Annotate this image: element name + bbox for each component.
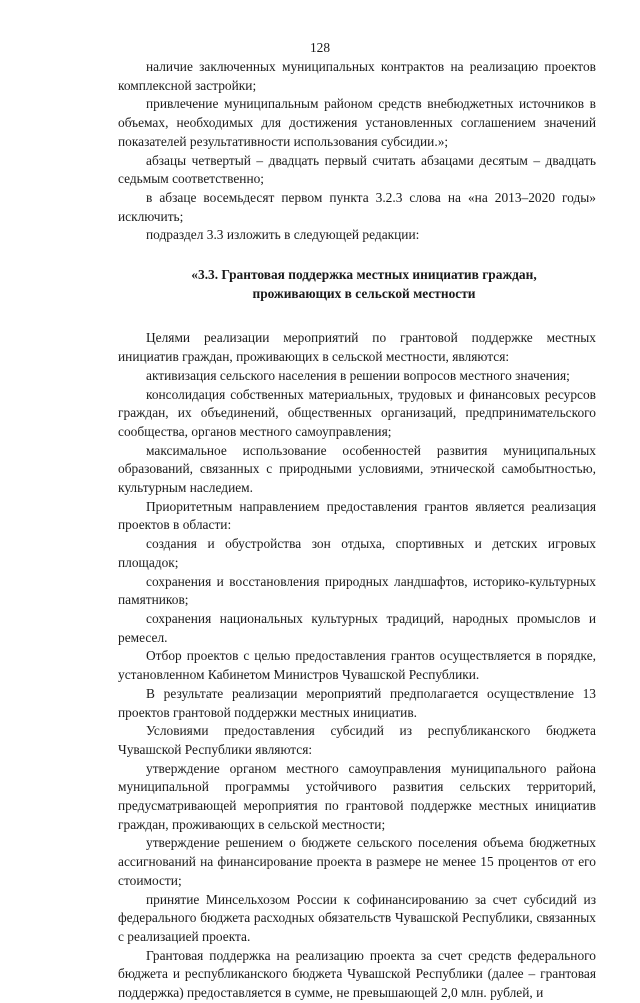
paragraph: принятие Минсельхозом России к софинансированию за счет субсидий из федерального бюджета расходных обязательств Чувашской Республики, связанных с реализацией проекта. <box>118 891 596 944</box>
paragraph: создания и обустройства зон отдыха, спортивных и детских игровых площадок; <box>118 536 596 570</box>
document-body <box>118 58 596 1003</box>
paragraph: подраздел 3.3 изложить в следующей редакции: <box>146 227 420 243</box>
paragraph: Целями реализации мероприятий по грантовой поддержке местных инициатив граждан, проживающих в сельской местности, являются: <box>118 330 596 365</box>
paragraph: сохранения национальных культурных традиций, народных промыслов и ремесел. <box>118 610 596 645</box>
heading-line-2: проживающих в сельской местности <box>252 285 476 301</box>
paragraph: абзацы четвертый – двадцать первый считать абзацами десятым – двадцать седьмым соответственно; <box>118 152 596 187</box>
page-number: 128 <box>309 40 331 55</box>
paragraph: Отбор проектов с целью предоставления грантов осуществляется в порядке, установленном Кабинетом Министров Чувашской Республики. <box>118 648 596 683</box>
paragraph: утверждение органом местного самоуправления муниципального района муниципальной программы устойчивого развития сельских территорий, предусматривающей мероприятия по грантовой поддержке местных инициатив граждан, проживающих в сельской местности; <box>118 760 596 832</box>
paragraph: Условиями предоставления субсидий из республиканского бюджета Чувашской Республики являются: <box>118 723 596 757</box>
paragraph: максимальное использование особенностей развития муниципальных образований, связанных с природными условиями, этнической самобытностью, культурным наследием. <box>118 442 596 496</box>
paragraph: в абзаце восемьдесят первом пункта 3.2.3 слова на «на 2013–2020 годы» исключить; <box>118 189 596 224</box>
paragraph: утверждение решением о бюджете сельского поселения объема бюджетных ассигнований на финансирование проекта в размере не менее 15 процентов от его стоимости; <box>118 835 596 888</box>
spacer <box>118 303 596 329</box>
paragraph: В результате реализации мероприятий предполагается осуществление 13 проектов грантовой поддержки местных инициатив. <box>118 685 596 720</box>
paragraph: сохранения и восстановления природных ландшафтов, историко-культурных памятников; <box>118 573 596 608</box>
paragraph: привлечение муниципальным районом средств внебюджетных источников в объемах, необходимых для достижения установленных соглашением значений показателей результативности использования субсидии.»; <box>118 96 596 149</box>
paragraph: наличие заключенных муниципальных контрактов на реализацию проектов комплексной застройки; <box>118 59 596 93</box>
section-heading <box>118 266 596 303</box>
paragraph: активизация сельского населения в решении вопросов местного значения; <box>146 367 570 383</box>
heading-line-1: «3.3. Грантовая поддержка местных инициатив граждан, <box>191 267 537 283</box>
paragraph: Грантовая поддержка на реализацию проекта за счет средств федерального бюджета и республиканского бюджета Чувашской Республики (далее – грантовая поддержка) предоставляется в сумме, не превышающей 2,0 млн. рублей, и <box>118 947 596 1001</box>
spacer <box>118 245 596 266</box>
paragraph: Приоритетным направлением предоставления грантов является реализация проектов в области: <box>118 498 596 533</box>
paragraph: консолидация собственных материальных, трудовых и финансовых ресурсов граждан, их объединений, общественных организаций, предпринимательского сообщества, органов местного самоуправления; <box>118 386 596 439</box>
